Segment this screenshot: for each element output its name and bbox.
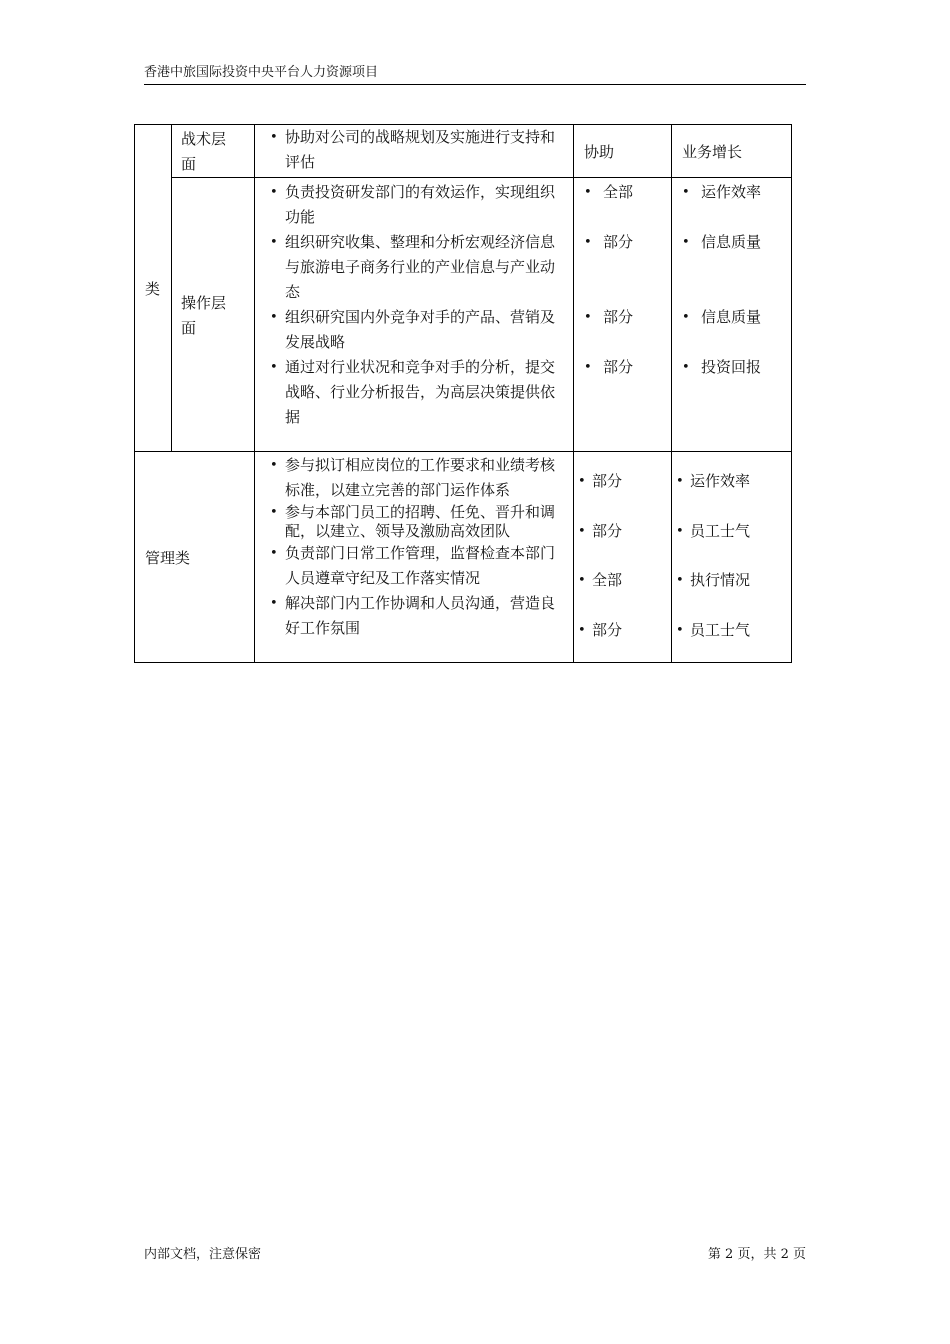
page-footer: [144, 1246, 806, 1266]
operational-duty: • 组织研究国内外竞争对手的产品、营销及发展战略: [255, 305, 569, 355]
page-header: [144, 64, 806, 85]
management-kpi: • 员工士气: [672, 519, 791, 544]
operational-kpis-cell: [672, 178, 792, 452]
operational-kpi: • 信息质量: [672, 230, 791, 255]
tactical-role-cell: [574, 125, 672, 178]
confidential-note: 内部文档，注意保密: [144, 1247, 262, 1262]
management-category-cell: [135, 452, 255, 663]
operational-duty: • 通过对行业状况和竞争对手的分析，提交战略、行业分析报告，为高层决策提供依据: [255, 355, 569, 430]
management-roles-cell: [574, 452, 672, 663]
operational-duties-cell: [255, 178, 574, 452]
operational-role: • 部分: [574, 230, 671, 255]
management-kpi: • 运作效率: [672, 469, 791, 494]
tactical-row: [135, 125, 792, 178]
tactical-kpi: 业务增长: [682, 142, 743, 161]
tactical-duty: • 协助对公司的战略规划及实施进行支持和评估: [255, 125, 569, 175]
tactical-kpi-cell: [672, 125, 792, 178]
management-kpi: • 员工士气: [672, 618, 791, 643]
management-row: [135, 452, 792, 663]
tactical-role: 协助: [584, 142, 615, 161]
operational-kpi: • 运作效率: [672, 180, 791, 205]
operational-row: [135, 178, 792, 452]
operational-level-line-2: 面: [181, 318, 197, 337]
business-category-cell: [135, 125, 172, 452]
management-duty: • 负责部门日常工作管理，监督检查本部门人员遵章守纪及工作落实情况: [255, 541, 569, 591]
management-duty: • 参与本部门员工的招聘、任免、晋升和调配，以建立、领导及激励高效团队: [255, 503, 569, 541]
operational-kpi: • 投资回报: [672, 355, 791, 380]
management-role: • 全部: [574, 568, 671, 593]
management-kpi: • 执行情况: [672, 568, 791, 593]
page-number: 第 2 页，共 2 页: [707, 1247, 806, 1262]
management-duty: • 解决部门内工作协调和人员沟通，营造良好工作氛围: [255, 591, 569, 641]
header-title: 香港中旅国际投资中央平台人力资源项目: [144, 65, 379, 80]
management-role: • 部分: [574, 618, 671, 643]
operational-duty: • 组织研究收集、整理和分析宏观经济信息与旅游电子商务行业的产业信息与产业动态: [255, 230, 569, 305]
tactical-duties-cell: [255, 125, 574, 178]
operational-roles-cell: [574, 178, 672, 452]
management-duties-cell: [255, 452, 574, 663]
management-kpis-cell: [672, 452, 792, 663]
operational-role: • 部分: [574, 355, 671, 380]
operational-role: • 全部: [574, 180, 671, 205]
operational-role: • 部分: [574, 305, 671, 330]
responsibility-table: [134, 124, 792, 663]
management-role: • 部分: [574, 519, 671, 544]
tactical-level-line-2: 面: [181, 155, 197, 173]
management-role: • 部分: [574, 469, 671, 494]
operational-level-line-1: 操作层: [181, 293, 227, 312]
management-duty: • 参与拟订相应岗位的工作要求和业绩考核标准，以建立完善的部门运作体系: [255, 453, 569, 503]
tactical-level-line-1: 战术层: [181, 130, 227, 148]
operational-level-cell: [172, 178, 255, 452]
tactical-level-cell: [172, 125, 255, 178]
operational-kpi: • 信息质量: [672, 305, 791, 330]
operational-duty: • 负责投资研发部门的有效运作，实现组织功能: [255, 180, 569, 230]
business-category-label: 类: [145, 279, 161, 298]
management-category-label: 管理类: [145, 548, 191, 567]
